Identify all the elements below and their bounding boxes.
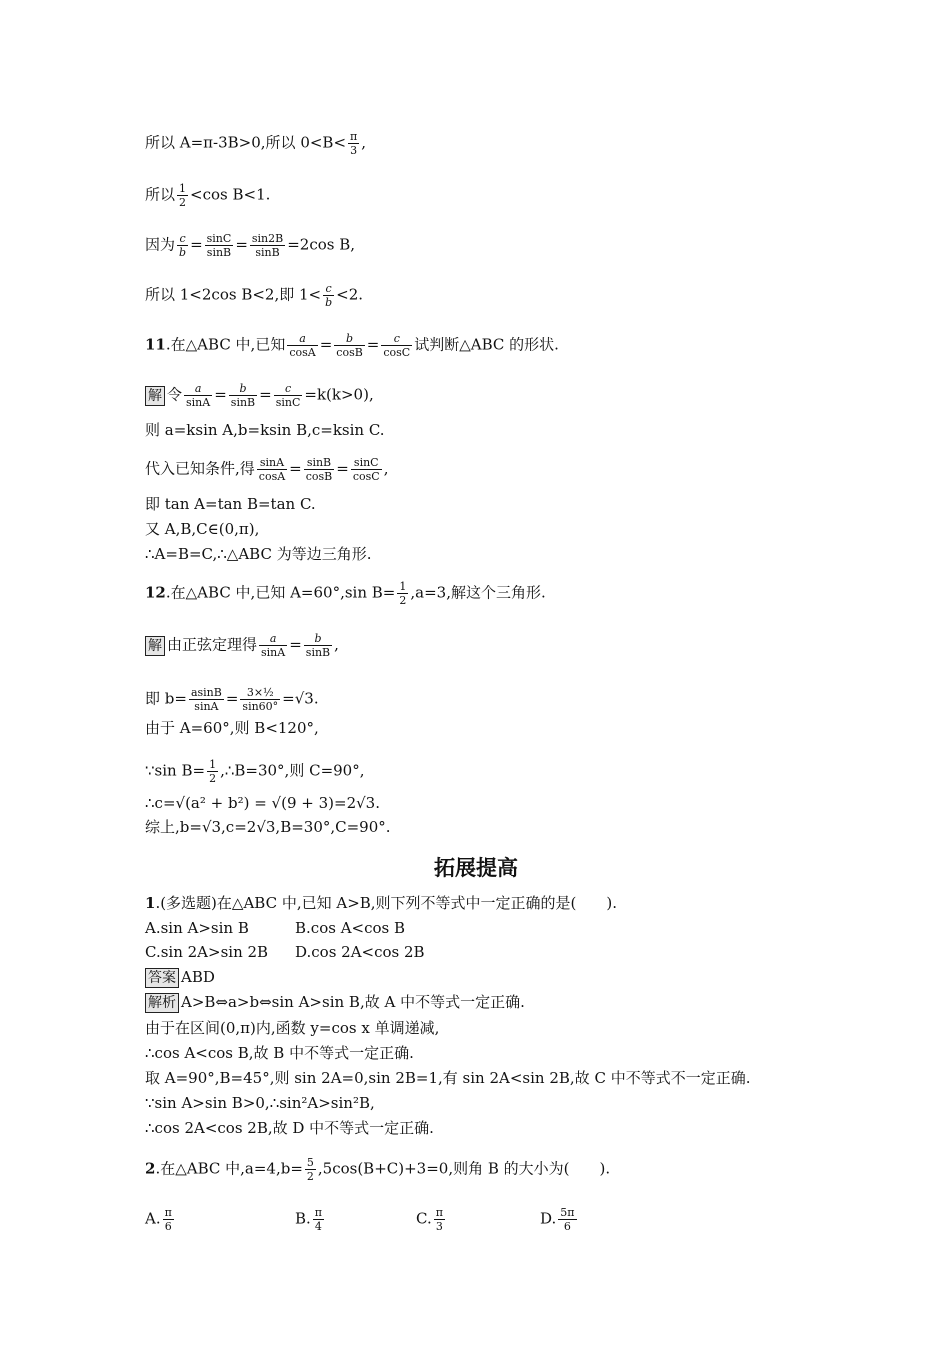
p1-option-a: A.sin A>sin B [145, 919, 249, 937]
line-4 [145, 282, 363, 309]
question-number: 2 [145, 1159, 156, 1178]
text: <2. [336, 285, 364, 304]
line-2 [145, 182, 270, 209]
p1-analysis-1: 解析 A>B⇔a>b⇔sin A>sin B,故 A 中不等式一定正确. [145, 992, 525, 1013]
fraction-pi-6: $\frac{\pi}{6}$ [164, 1206, 172, 1233]
text: B<1. [232, 185, 271, 204]
question-12: 12.在△ABC 中,已知 A=60°,sin B= $\frac{1}{2}$ ,a=3,解这个三角形. [145, 580, 546, 607]
p2-option-c: C. $\frac{\pi}{3}$ [416, 1206, 443, 1233]
q11-solution-2: 则 a=ksin A,b=ksin B,c=ksin C. [145, 421, 385, 439]
fraction-b-sinB: $\frac{b}{\sin B}$ [305, 632, 331, 659]
line-3: 因为 $\frac{c}{b}$ = $\frac{\sin C}{\sin B}$ = $\frac{\sin 2B}{\sin B}$ =2cos B, [145, 232, 356, 259]
q12-solution-4: ∵sin B= $\frac{1}{2}$ ,∴B=30°,则 C=90°, [145, 758, 365, 785]
answer-tag: 答案 [145, 968, 179, 988]
text: =2cos B, [287, 235, 356, 254]
problem-1: 1.(多选题)在△ABC 中,已知 A>B,则下列不等式中一定正确的是( ). [145, 894, 618, 912]
fraction-5pi-6: $\frac{5\pi}{6}$ [560, 1206, 575, 1233]
q11-solution-1: 解 令 $\frac{a}{\sin A}$ = $\frac{b}{\sin B}$ = $\frac{c}{\sin C}$ =k(k>0), [145, 382, 374, 409]
fraction-c-cosC: $\frac{c}{\cos C}$ [383, 332, 411, 359]
solution-tag: 解 [145, 386, 165, 406]
p1-option-d: D.cos 2A<cos 2B [295, 943, 425, 961]
text: A=π-3B>0,所以 0<B< [179, 133, 347, 152]
fraction-half: $\frac{1}{2}$ [209, 758, 217, 785]
analysis-tag: 解析 [145, 993, 179, 1013]
fraction-pi-4: $\frac{\pi}{4}$ [314, 1206, 323, 1233]
fraction-b-cosB: $\frac{b}{\cos B}$ [336, 332, 363, 359]
text: 所以 [145, 185, 176, 204]
p1-analysis-6: ∴cos 2A<cos 2B,故 D 中不等式一定正确. [145, 1119, 434, 1137]
question-text: 试判断△ABC 的形状. [414, 335, 559, 354]
p1-analysis-5: ∵sin A>sin B>0,∴sin²A>sin²B, [145, 1094, 375, 1112]
p2-option-d: D. $\frac{5\pi}{6}$ [540, 1206, 575, 1233]
fraction-3half-sin60: $\frac{\text{3×½}}{\sin 60^\circ}$ [242, 686, 279, 713]
fraction-a-sinA: $\frac{a}{\sin A}$ [261, 632, 286, 659]
fraction-sinB-cosB: $\frac{\sin B}{\cos B}$ [305, 456, 333, 483]
question-number: 11 [145, 335, 166, 354]
problem-2: 2.在△ABC 中,a=4,b= $\frac{5}{2}$ ,5cos(B+C)+3=0,则角 B 的大小为( ). [145, 1156, 611, 1183]
text: <cos [190, 185, 233, 204]
p2-option-b: B. $\frac{\pi}{4}$ [295, 1206, 323, 1233]
q11-solution-6: ∴A=B=C,∴△ABC 为等边三角形. [145, 545, 372, 563]
fraction-pi-over-3: $\frac{\pi}{3}$ [350, 130, 358, 157]
question-number: 1 [145, 894, 156, 912]
fraction-a-cosA: $\frac{a}{\cos A}$ [289, 332, 316, 359]
fraction-c-b: $\frac{c}{b}$ [325, 282, 333, 309]
p1-answer [145, 967, 215, 988]
fraction-c-sinC: $\frac{c}{\sin C}$ [275, 382, 301, 409]
q12-solution-3: 由于 A=60°,则 B<120°, [145, 719, 319, 737]
fraction-sinC-cosC: $\frac{\sin C}{\cos C}$ [352, 456, 380, 483]
q11-solution-5: 又 A,B,C∈(0,π), [145, 520, 260, 538]
p1-analysis-4: 取 A=90°,B=45°,则 sin 2A=0,sin 2B=1,有 sin 2A<sin 2B,故 C 中不等式不一定正确. [145, 1069, 751, 1087]
q12-solution-1: 解 由正弦定理得 $\frac{a}{\sin A}$ = $\frac{b}{\sin B}$ , [145, 632, 339, 659]
text: 所以 1<2cos B<2,即 1< [145, 285, 322, 304]
question-number: 12 [145, 583, 166, 602]
fraction-sin2B-sinB: $\frac{\sin 2B}{\sin B}$ [251, 232, 284, 259]
fraction-pi-3: $\frac{\pi}{3}$ [435, 1206, 443, 1233]
answer-value: ABD [181, 968, 215, 986]
fraction-5-2: $\frac{5}{2}$ [306, 1156, 314, 1183]
fraction-a-sinA: $\frac{a}{\sin A}$ [186, 382, 211, 409]
q12-solution-5: ∴c=√(a² + b²) = √(9 + 3)=2√3. [145, 794, 380, 812]
fraction-sinC-sinB: $\frac{\sin C}{\sin B}$ [206, 232, 232, 259]
fraction-half: $\frac{1}{2}$ [399, 580, 407, 607]
fraction-half: $\frac{1}{2}$ [179, 182, 187, 209]
solution-tag: 解 [145, 636, 165, 656]
q11-solution-4: 即 tan A=tan B=tan C. [145, 495, 316, 513]
p1-analysis-3: ∴cos A<cos B,故 B 中不等式一定正确. [145, 1044, 414, 1062]
q12-solution-6: 综上,b=√3,c=2√3,B=30°,C=90°. [145, 818, 391, 836]
p2-option-a: A. $\frac{\pi}{6}$ [145, 1206, 172, 1233]
fraction-b-sinB: $\frac{b}{\sin B}$ [230, 382, 256, 409]
q11-solution-3: 代入已知条件,得 $\frac{\sin A}{\cos A}$ = $\frac{\sin B}{\cos B}$ = $\frac{\sin C}{\cos C}$ , [145, 456, 389, 483]
p1-analysis-2: 由于在区间(0,π)内,函数 y=cos x 单调递减, [145, 1019, 440, 1037]
line-1: 所以 A=π-3B>0,所以 0<B< $\frac{\pi}{3}$ , [145, 130, 367, 157]
question-11: 11.在△ABC 中,已知 $\frac{a}{\cos A}$ = $\frac{b}{\cos B}$ = $\frac{c}{\cos C}$ 试判断△ABC 的形状. [145, 332, 559, 359]
text: 所以 [145, 133, 180, 152]
fraction-c-b: $\frac{c}{b}$ [179, 232, 187, 259]
section-heading: 拓展提高 [434, 856, 518, 880]
question-text: .在△ABC 中,已知 [165, 335, 286, 354]
text: 因为 [145, 235, 176, 254]
p1-option-b: B.cos A<cos B [295, 919, 406, 937]
p1-option-c: C.sin 2A>sin 2B [145, 943, 269, 961]
q12-solution-2: 即 b= $\frac{asinB}{\sin A}$ = $\frac{\text{3×½}}{\sin 60^\circ}$ =√3. [145, 686, 319, 713]
fraction-sinA-cosA: $\frac{\sin A}{\cos A}$ [258, 456, 286, 483]
fraction-asinB-sinA: $\frac{asinB}{\sin A}$ [190, 686, 222, 713]
